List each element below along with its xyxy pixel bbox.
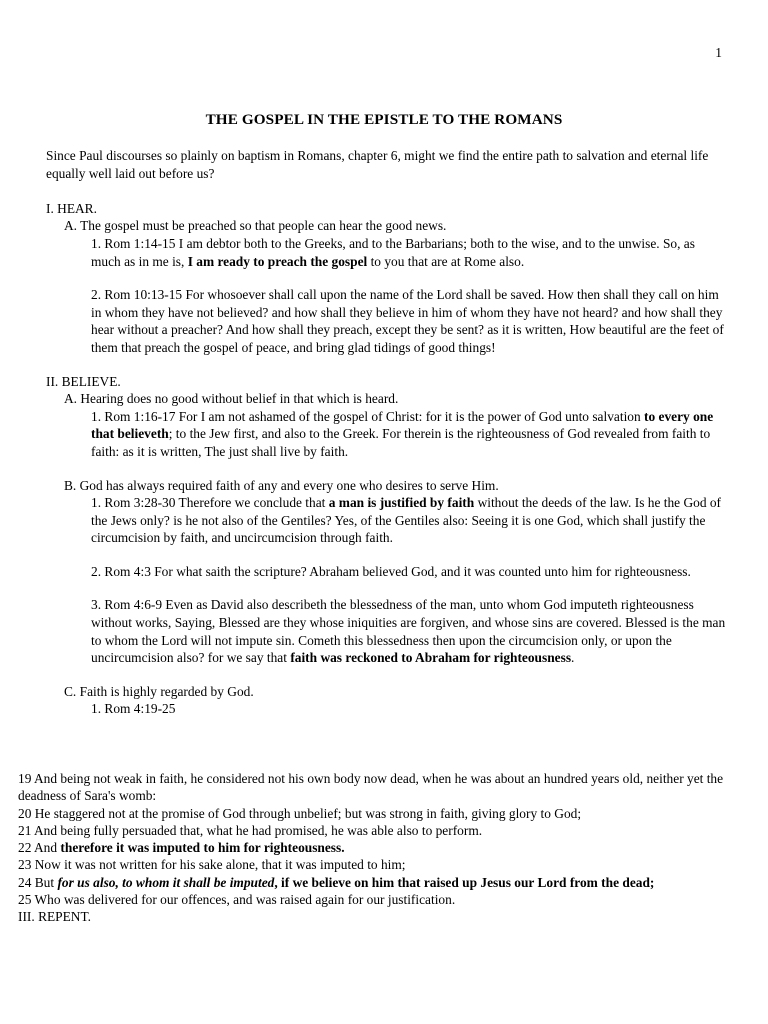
verse-emphasis-italic: for us also, to whom it shall be imputed bbox=[57, 874, 275, 890]
scripture-rom-10-13: 2. Rom 10:13-15 For whosoever shall call upon the name of the Lord shall be saved. How then shall they call on him in whom they have not believed? and how shall they believe in him of whom they have not heard? and how shall they hear without a preacher? And how shall they preach, except they be sent? as it is written, How beautiful are the feet of them that preach the gospel of peace, and bring glad tidings of good things! bbox=[91, 287, 724, 355]
verse-23: 23 Now it was not written for his sake alone, that it was imputed to him; bbox=[18, 857, 406, 873]
subsection-believe-c: C. Faith is highly regarded by God. bbox=[64, 683, 254, 699]
intro-paragraph: Since Paul discourses so plainly on baptism in Romans, chapter 6, might we find the entire path to salvation and eternal life equally well laid out before us? bbox=[46, 148, 709, 181]
scripture-emphasis: faith was reckoned to Abraham for righteousness bbox=[290, 650, 572, 666]
scripture-ref-rom-4-19: 1. Rom 4:19-25 bbox=[91, 701, 176, 717]
subsection-believe-a: A. Hearing does no good without belief in that which is heard. bbox=[64, 391, 399, 407]
scripture-rom-1-14 bbox=[46, 235, 728, 270]
document-body bbox=[46, 147, 728, 718]
scripture-text: to you that are at Rome also. bbox=[367, 253, 525, 269]
section-heading-believe: II. BELIEVE. bbox=[46, 373, 121, 389]
verse-21: 21 And being fully persuaded that, what he had promised, he was able also to perform. bbox=[18, 822, 483, 838]
verse-text: 22 And bbox=[18, 840, 61, 856]
scripture-text: 1. Rom 1:14-15 I am debtor both to the Greeks, and to the Barbarians; both to the wise, and to the unwise. So, as much as in me is, bbox=[91, 235, 695, 269]
scripture-text: . bbox=[571, 650, 575, 666]
scripture-rom-1-16 bbox=[46, 408, 728, 461]
scripture-text: 1. Rom 1:16-17 For I am not ashamed of the gospel of Christ: for it is the power of God unto salvation bbox=[91, 408, 645, 424]
verse-19: 19 And being not weak in faith, he considered not his own body now dead, when he was about an hundred years old, neither yet the deadness of Sara's womb: bbox=[18, 771, 724, 804]
verse-emphasis: , if we believe on him that raised up Jesus our Lord from the dead; bbox=[274, 874, 655, 890]
scripture-text: ; to the Jew first, and also to the Greek. For therein is the righteousness of God revealed from faith to faith: as it is written, The just shall live by faith. bbox=[91, 426, 711, 459]
scripture-text: 3. Rom 4:6-9 Even as David also describeth the blessedness of the man, unto whom God imputeth righteousness without works, Saying, Blessed are they whose iniquities are forgiven, and whose sins are covered. Blessed is the man to whom the Lord will not impute sin. Cometh this blessedness then upon the circumcision only, or upon the uncircumcision also? for we say that bbox=[91, 597, 726, 666]
scripture-rom-4-6 bbox=[46, 596, 728, 666]
verse-22 bbox=[18, 839, 728, 856]
scripture-text: 1. Rom 3:28-30 Therefore we conclude that bbox=[91, 495, 329, 511]
verse-25: 25 Who was delivered for our offences, and was raised again for our justification. bbox=[18, 892, 456, 908]
section-heading-repent: III. REPENT. bbox=[18, 909, 92, 925]
page-number: 1 bbox=[715, 45, 722, 60]
subsection-hear-a: A. The gospel must be preached so that people can hear the good news. bbox=[64, 218, 447, 234]
scripture-rom-3-28 bbox=[46, 494, 728, 547]
scripture-rom-4-3: 2. Rom 4:3 For what saith the scripture? Abraham believed God, and it was counted unto him for righteousness. bbox=[91, 563, 691, 579]
scripture-emphasis: a man is justified by faith bbox=[328, 495, 475, 511]
verse-list bbox=[18, 770, 728, 926]
scripture-emphasis: I am ready to preach the gospel bbox=[187, 253, 368, 269]
scripture-text: without the deeds of the law. Is he the God of the Jews only? is he not also of the Gentiles? Yes, of the Gentiles also: Seeing it is one God, which shall justify the circumcision by faith, and uncircumcision through faith. bbox=[91, 495, 722, 546]
verse-20: 20 He staggered not at the promise of God through unbelief; but was strong in faith, giving glory to God; bbox=[18, 805, 582, 821]
section-heading-hear: I. HEAR. bbox=[46, 200, 97, 216]
verse-24 bbox=[18, 874, 728, 891]
document-title: THE GOSPEL IN THE EPISTLE TO THE ROMANS bbox=[205, 111, 563, 128]
scripture-emphasis: to every one that believeth bbox=[91, 408, 714, 442]
verse-text: 24 But bbox=[18, 874, 58, 890]
verse-emphasis: therefore it was imputed to him for righteousness. bbox=[60, 840, 345, 856]
subsection-believe-b: B. God has always required faith of any and every one who desires to serve Him. bbox=[64, 477, 499, 493]
